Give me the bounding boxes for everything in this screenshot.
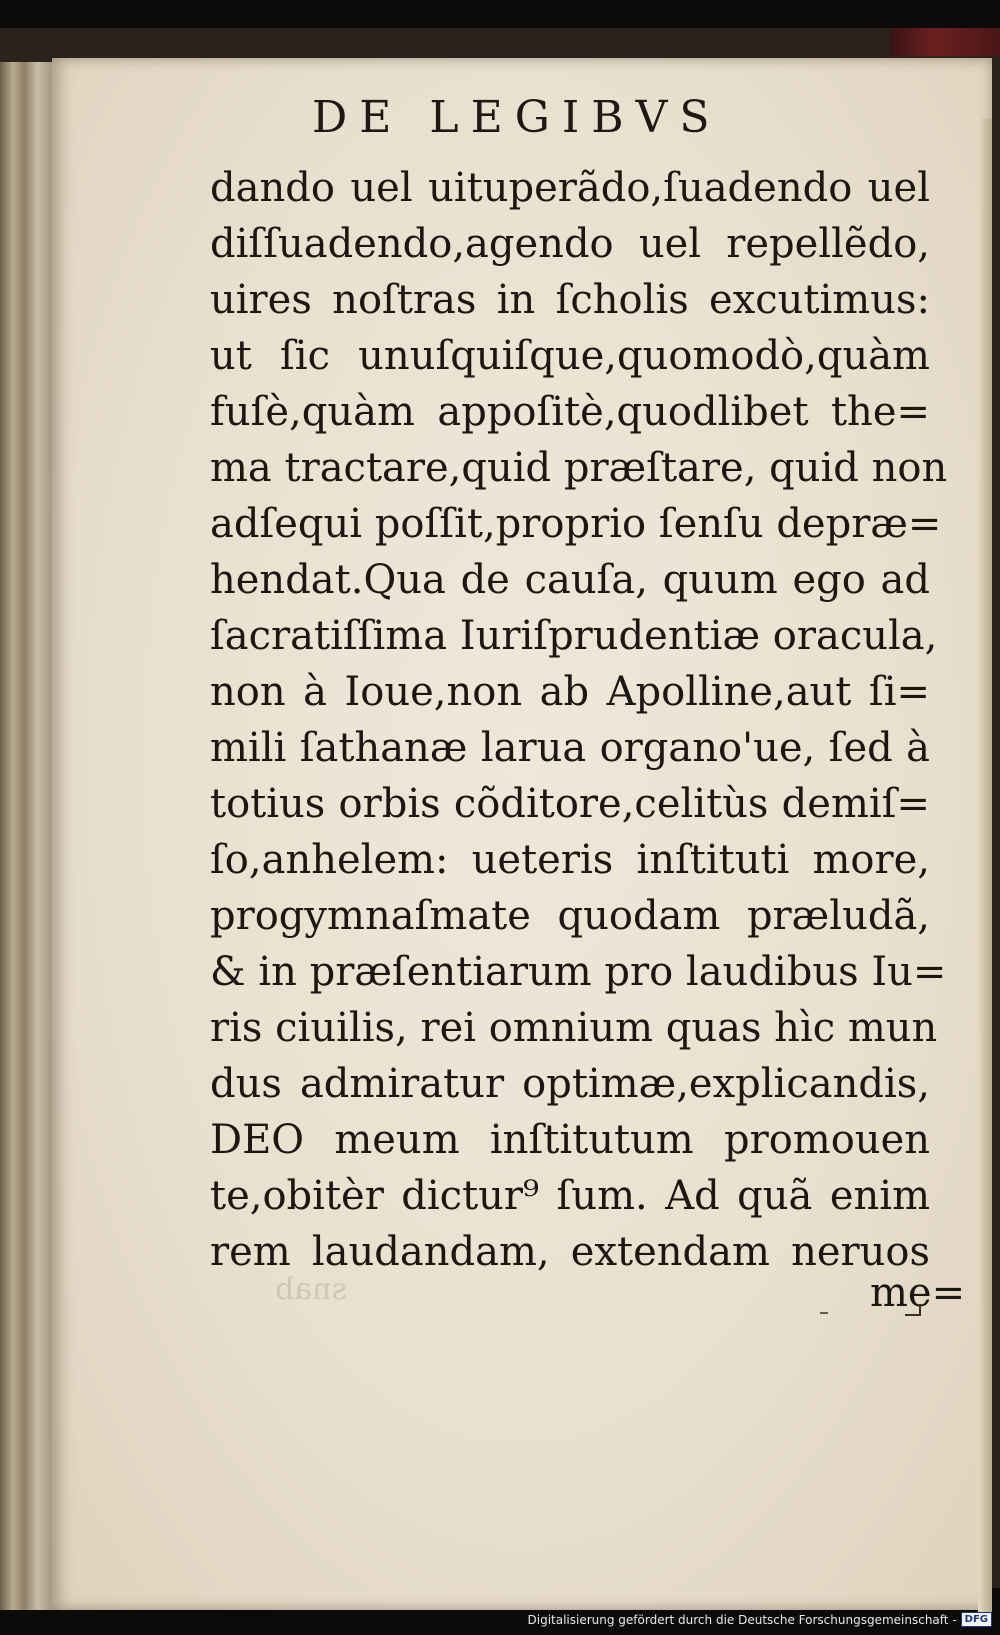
text-line: ſo,anhelem: ueteris inſtituti more, — [210, 837, 930, 883]
body-text — [210, 160, 948, 1280]
text-line: dando uel uituperãdo,ſuadendo uel — [210, 165, 930, 211]
text-line: dus admiratur optimæ,explicandis, — [210, 1061, 930, 1107]
text-line: progymnaſmate quodam præludã, — [210, 893, 930, 939]
ink-mark — [820, 1312, 828, 1314]
text-line: te,obitèr dictur⁹ ſum. Ad quã enim — [210, 1173, 930, 1219]
text-line: fuſè,quàm appoſitè,quodlibet the= — [210, 389, 930, 435]
text-line: rem laudandam, extendam neruos — [210, 1229, 930, 1275]
text-line: non à Ioue,non ab Apolline,aut ſi= — [210, 669, 930, 715]
dfg-logo: DFG — [961, 1612, 992, 1627]
text-line: adſequi poſſit,proprio ſenſu depræ= — [210, 501, 942, 547]
text-line: ut ſic unuſquiſque,quomodò,quàm — [210, 333, 930, 379]
page-right-edge — [978, 118, 992, 1618]
page-edges — [0, 62, 60, 1610]
spine-binding — [890, 28, 1000, 56]
text-line: & in præſentiarum pro laudibus Iu= — [210, 949, 947, 995]
text-line: hendat.Qua de cauſa, quum ego ad — [210, 557, 930, 603]
text-line: DEO meum inſtitutum promouen — [210, 1117, 930, 1163]
text-line: diſſuadendo,agendo uel repellẽdo, — [210, 221, 930, 267]
text-line: totius orbis cõditore,celitùs demiſ= — [210, 781, 930, 827]
show-through-text: snab — [275, 1272, 347, 1307]
text-line: uires noſtras in ſcholis excutimus: — [210, 277, 930, 323]
running-head: DE LEGIBVS — [312, 92, 722, 143]
signature-mark — [905, 1304, 921, 1316]
text-line: ris ciuilis, rei omnium quas hìc mun — [210, 1005, 938, 1051]
credit-text: Digitalisierung gefördert durch die Deutsche Forschungsgemeinschaft - — [527, 1612, 957, 1627]
text-line: mili ſathanæ larua organo'ue, ſed à — [210, 725, 930, 771]
text-line: ma tractare,quid præſtare, quid non — [210, 445, 948, 491]
text-line: ſacratiſſima Iuriſprudentiæ oracula, — [210, 613, 938, 659]
catchword: me= — [870, 1270, 966, 1316]
digitization-credit — [528, 1612, 993, 1627]
